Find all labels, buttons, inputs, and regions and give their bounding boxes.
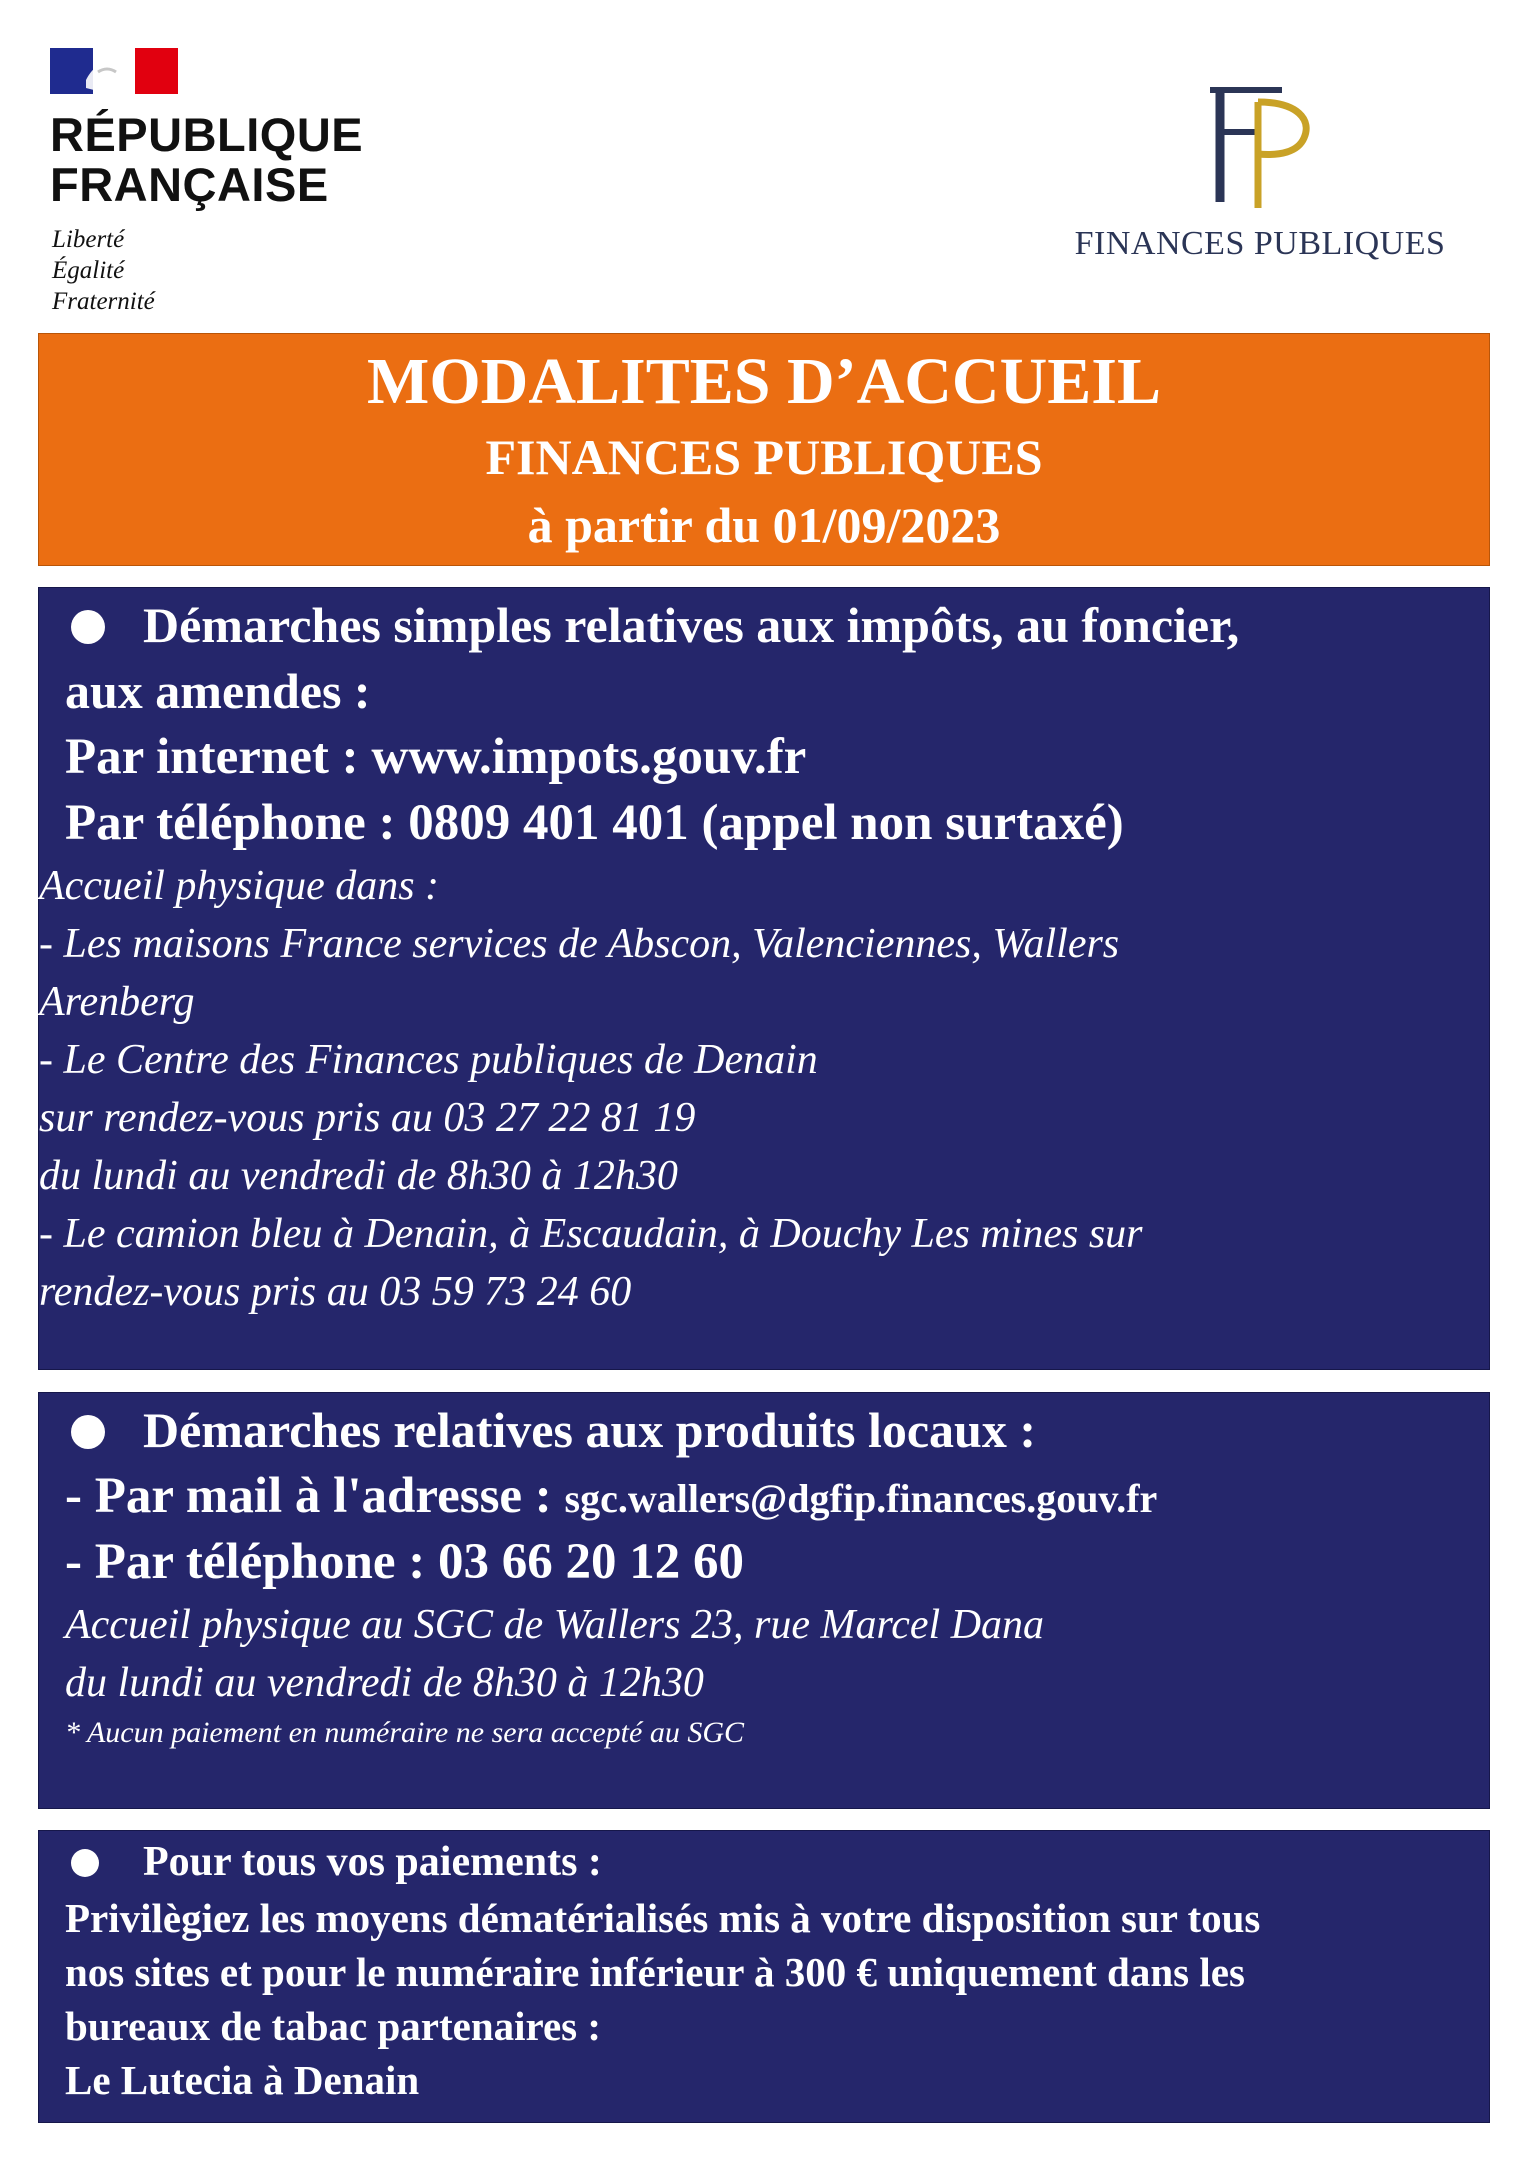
physical-reception-line: du lundi au vendredi de 8h30 à 12h30 [39,1153,678,1199]
mail-contact [65,1465,1157,1530]
physical-reception-line: rendez-vous pris au 03 59 73 24 60 [39,1269,632,1315]
section-impots [38,587,1490,1370]
section-heading-continued: aux amendes : [65,663,371,719]
physical-reception-line: - Les maisons France services de Abscon, Valenciennes, Wallers [39,921,1120,967]
finances-publiques-wordmark: FINANCES PUBLIQUES [1074,225,1446,262]
section-heading: Pour tous vos paiements : [143,1839,602,1885]
finances-publiques-logo [1070,80,1450,270]
french-flag-marianne-icon [50,48,178,94]
bullet-icon [71,1415,105,1449]
payment-note: * Aucun paiement en numéraire ne sera accepté au SGC [65,1716,744,1749]
section-produits-locaux [38,1392,1490,1809]
page-subtitle: FINANCES PUBLIQUES [485,429,1043,485]
motto-fraternite: Fraternité [52,288,155,315]
republic-motto [52,224,155,317]
partner-location: Le Lutecia à Denain [65,2057,420,2103]
bullet-icon [71,610,105,644]
physical-reception-line: Accueil physique au SGC de Wallers 23, rue Marcel Dana [65,1602,1045,1648]
phone-contact: Par téléphone : 0809 401 401 (appel non surtaxé) [65,795,1124,851]
physical-reception-line: sur rendez-vous pris au 03 27 22 81 19 [39,1095,696,1141]
payment-body-line: nos sites et pour le numéraire inférieur à 300 € uniquement dans les [65,1949,1245,1995]
physical-reception-line: Arenberg [39,979,195,1025]
mail-label: - Par mail à l'adresse : [65,1468,565,1524]
motto-egalite: Égalité [52,257,125,284]
section-paiements [38,1830,1490,2123]
physical-reception-line: - Le Centre des Finances publiques de Denain [39,1037,818,1083]
payment-body-line: Privilègiez les moyens dématérialisés mis à votre disposition sur tous [65,1895,1261,1941]
republique-francaise-name [50,110,363,210]
phone-contact: - Par téléphone : 03 66 20 12 60 [65,1534,744,1590]
republique-francaise-logo [50,48,364,318]
payment-body-line: bureaux de tabac partenaires : [65,2003,602,2049]
title-banner [38,333,1490,566]
effective-date: à partir du 01/09/2023 [527,497,1001,553]
section-heading: Démarches simples relatives aux impôts, au foncier, [143,597,1240,653]
republique-line: RÉPUBLIQUE [50,108,364,161]
mail-address-link[interactable]: sgc.wallers@dgfip.finances.gouv.fr [564,1476,1158,1521]
motto-liberte: Liberté [52,226,125,253]
fp-monogram-icon [1200,80,1320,210]
physical-reception-line: du lundi au vendredi de 8h30 à 12h30 [65,1660,704,1706]
section-heading: Démarches relatives aux produits locaux : [143,1402,1037,1458]
physical-reception-label: Accueil physique dans : [39,863,440,909]
francaise-line: FRANÇAISE [50,158,329,211]
page-title: MODALITES D’ACCUEIL [367,345,1161,418]
physical-reception-line: - Le camion bleu à Denain, à Escaudain, à Douchy Les mines sur [39,1211,1143,1257]
bullet-icon [71,1849,99,1877]
internet-contact: Par internet : www.impots.gouv.fr [65,729,807,785]
